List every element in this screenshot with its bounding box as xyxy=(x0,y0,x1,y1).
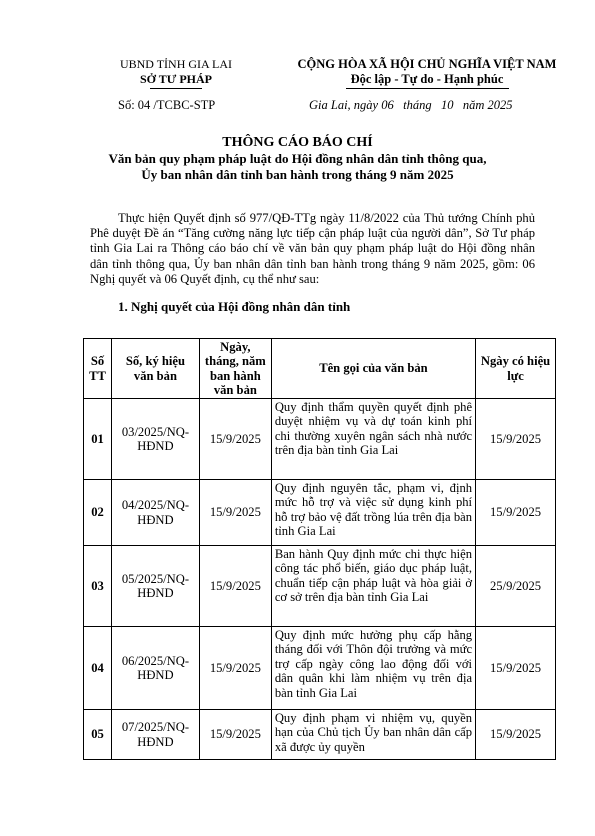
table-header-row xyxy=(84,339,556,399)
header-effective: Ngày có hiệu lực xyxy=(476,339,556,399)
row-name: Ban hành Quy định mức chi thực hiện công tác phổ biến, giáo dục pháp luật, chuẩn tiếp cận pháp luật và hòa giải ở cơ sở trên địa bàn tỉnh Gia Lai xyxy=(271,546,475,627)
row-date: 15/9/2025 xyxy=(199,399,271,480)
row-effective: 15/9/2025 xyxy=(476,627,556,710)
motto: Độc lập - Tự do - Hạnh phúc xyxy=(350,72,504,86)
row-effective: 15/9/2025 xyxy=(476,399,556,480)
resolutions-table xyxy=(83,338,556,760)
agency-parent: UBND TỈNH GIA LAI xyxy=(119,57,233,71)
row-stt: 02 xyxy=(84,480,112,546)
nation-title: CỘNG HÒA XÃ HỘI CHỦ NGHĨA VIỆT NAM xyxy=(297,57,557,71)
row-name: Quy định phạm vi nhiệm vụ, quyền hạn của Chủ tịch Ủy ban nhân dân cấp xã được ủy quyền xyxy=(271,710,475,760)
table-row xyxy=(84,546,556,627)
agency-name: SỞ TƯ PHÁP xyxy=(139,72,212,86)
motto-underline xyxy=(346,88,509,89)
title-sub-1: Văn bản quy phạm pháp luật do Hội đồng nhân dân tỉnh thông qua, xyxy=(108,151,487,166)
row-name: Quy định thẩm quyền quyết định phê duyệt nhiệm vụ và dự toán kinh phí chi thường xuyên ngân sách nhà nước trên địa bàn tỉnh Gia Lai xyxy=(271,399,475,480)
title-sub-2: Ủy ban nhân dân tỉnh ban hành trong tháng 9 năm 2025 xyxy=(141,167,454,182)
row-number: 07/2025/NQ-HĐND xyxy=(111,710,199,760)
row-number: 03/2025/NQ-HĐND xyxy=(111,399,199,480)
row-stt: 01 xyxy=(84,399,112,480)
row-number: 04/2025/NQ-HĐND xyxy=(111,480,199,546)
agency-underline xyxy=(150,88,202,89)
row-name: Quy định mức hưởng phụ cấp hằng tháng đối với Thôn đội trưởng và mức trợ cấp ngày công lao động đối với dân quân khi làm nhiệm vụ trên địa bàn tỉnh Gia Lai xyxy=(271,627,475,710)
row-number: 06/2025/NQ-HĐND xyxy=(111,627,199,710)
table-row xyxy=(84,627,556,710)
row-effective: 15/9/2025 xyxy=(476,480,556,546)
row-date: 15/9/2025 xyxy=(199,546,271,627)
intro-paragraph: Thực hiện Quyết định số 977/QĐ-TTg ngày 11/8/2022 của Thủ tướng Chính phủ Phê duyệt Đề án “Tăng cường năng lực tiếp cận pháp luật của người dân”, Sở Tư pháp tỉnh Gia Lai ra Thông cáo báo chí về văn bản quy phạm pháp luật do Hội đồng nhân dân tỉnh thông qua, Ủy ban nhân dân tỉnh ban hành trong tháng 9 năm 2025, gồm: 06 Nghị quyết và 06 Quyết định, cụ thể như sau: xyxy=(90,211,535,286)
header-number: Số, ký hiệu văn bản xyxy=(111,339,199,399)
table-row xyxy=(84,710,556,760)
header-name: Tên gọi của văn bản xyxy=(271,339,475,399)
place-date: Gia Lai, ngày 06 tháng 10 năm 2025 xyxy=(309,98,513,112)
header-stt: Số TT xyxy=(84,339,112,399)
doc-number: Số: 04 /TCBC-STP xyxy=(118,98,216,112)
row-name: Quy định nguyên tắc, phạm vi, định mức hỗ trợ và việc sử dụng kinh phí hỗ trợ bảo vệ đất trồng lúa trên địa bàn tỉnh Gia Lai xyxy=(271,480,475,546)
row-date: 15/9/2025 xyxy=(199,480,271,546)
title-main: THÔNG CÁO BÁO CHÍ xyxy=(222,135,373,150)
agency-header xyxy=(96,57,256,89)
section-heading: 1. Nghị quyết của Hội đồng nhân dân tỉnh xyxy=(118,299,351,314)
row-effective: 15/9/2025 xyxy=(476,710,556,760)
table-row xyxy=(84,399,556,480)
row-number: 05/2025/NQ-HĐND xyxy=(111,546,199,627)
row-date: 15/9/2025 xyxy=(199,710,271,760)
row-stt: 05 xyxy=(84,710,112,760)
row-stt: 03 xyxy=(84,546,112,627)
row-date: 15/9/2025 xyxy=(199,627,271,710)
table-row xyxy=(84,480,556,546)
press-release-title xyxy=(40,135,555,183)
row-effective: 25/9/2025 xyxy=(476,546,556,627)
nation-header xyxy=(262,57,592,89)
header-date: Ngày, tháng, năm ban hành văn bản xyxy=(199,339,271,399)
row-stt: 04 xyxy=(84,627,112,710)
